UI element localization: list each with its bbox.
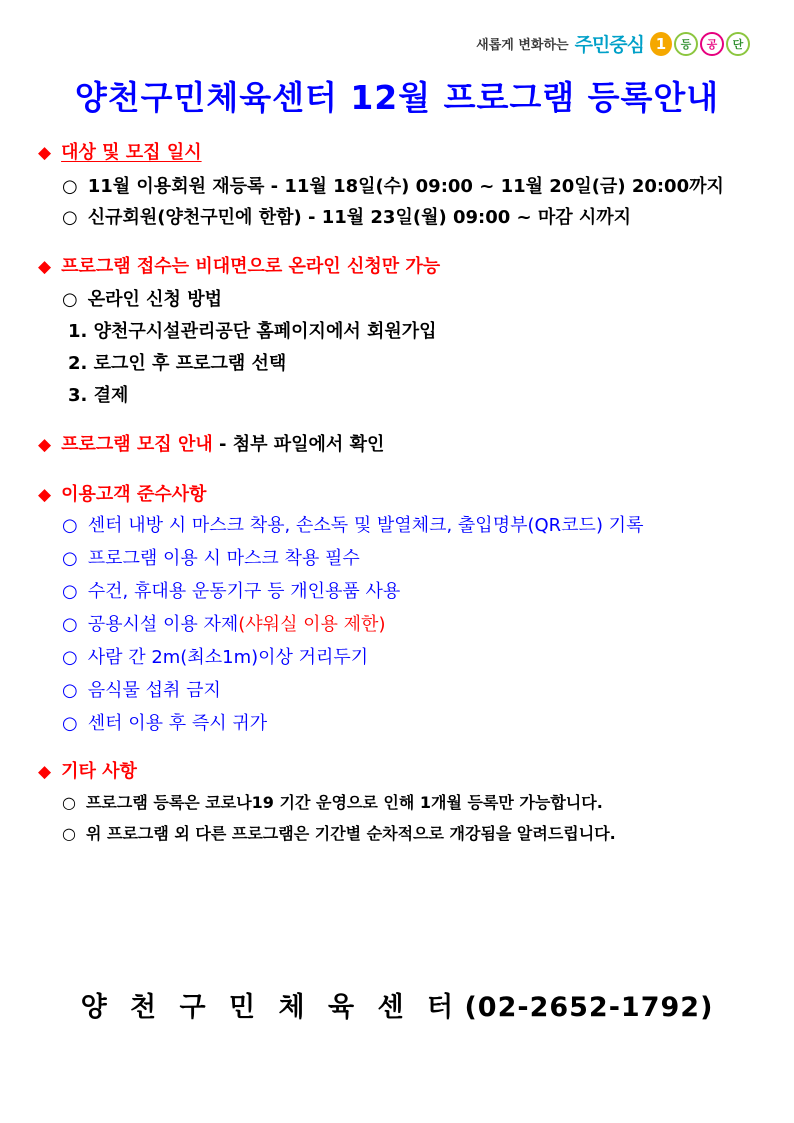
circle-bullet-icon: ○ bbox=[62, 207, 78, 228]
section-heading-etc: ◆ 기타 사항 bbox=[38, 761, 137, 782]
section-heading-rules: ◆ 이용고객 준수사항 bbox=[38, 484, 207, 505]
step-item: 1. 양천구시설관리공단 홈페이지에서 회원가입 bbox=[68, 321, 437, 342]
circle-bullet-icon: ○ bbox=[62, 289, 78, 310]
diamond-bullet-icon: ◆ bbox=[38, 435, 52, 455]
rule-item: ○ 음식물 섭취 금지 bbox=[62, 680, 221, 701]
circle-bullet-icon: ○ bbox=[62, 680, 78, 701]
badge-dan: 단 bbox=[726, 32, 750, 56]
section-heading-schedule bbox=[38, 138, 202, 164]
rule-item: ○ 사람 간 2m(최소1m)이상 거리두기 bbox=[62, 647, 369, 668]
footer-phone: (02-2652-1792) bbox=[464, 992, 714, 1023]
list-item: ○ 신규회원(양천구민에 한함) - 11월 23일(월) 09:00 ~ 마감 시까지 bbox=[62, 207, 632, 228]
rule-item: ○ 공용시설 이용 자제(샤워실 이용 제한) bbox=[62, 614, 386, 635]
circle-bullet-icon: ○ bbox=[62, 614, 78, 635]
badge-gong: 공 bbox=[700, 32, 724, 56]
diamond-bullet-icon: ◆ bbox=[38, 143, 52, 163]
slogan-tagline: 새롭게 변화하는 bbox=[476, 38, 569, 53]
slogan-logo bbox=[476, 30, 750, 57]
slogan-brand: 주민중심 bbox=[574, 34, 644, 56]
list-item: ○ 11월 이용회원 재등록 - 11월 18일(수) 09:00 ~ 11월 20일(금) 20:00까지 bbox=[62, 176, 724, 197]
etc-item: ○ 위 프로그램 외 다른 프로그램은 기간별 순차적으로 개강됨을 알려드립니다. bbox=[62, 824, 616, 843]
rule-item: ○ 프로그램 이용 시 마스크 착용 필수 bbox=[62, 548, 360, 569]
step-item: 3. 결제 bbox=[68, 385, 129, 406]
circle-bullet-icon: ○ bbox=[62, 515, 78, 536]
rule-item: ○ 수건, 휴대용 운동기구 등 개인용품 사용 bbox=[62, 581, 401, 602]
shower-restriction-note: (샤워실 이용 제한) bbox=[238, 614, 386, 635]
diamond-bullet-icon: ◆ bbox=[38, 257, 52, 277]
diamond-bullet-icon: ◆ bbox=[38, 485, 52, 505]
diamond-bullet-icon: ◆ bbox=[38, 762, 52, 782]
badge-deung: 등 bbox=[674, 32, 698, 56]
etc-item: ○ 프로그램 등록은 코로나19 기간 운영으로 인해 1개월 등록만 가능합니다. bbox=[62, 793, 603, 812]
section-heading-online: ◆ 프로그램 접수는 비대면으로 온라인 신청만 가능 bbox=[38, 256, 441, 277]
page-title: 양천구민체육센터 12월 프로그램 등록안내 bbox=[74, 78, 720, 117]
section-heading-schedule-label: 대상 및 모집 일시 bbox=[61, 142, 202, 163]
circle-bullet-icon: ○ bbox=[62, 647, 78, 668]
step-item: 2. 로그인 후 프로그램 선택 bbox=[68, 353, 287, 374]
list-item: ○ 온라인 신청 방법 bbox=[62, 289, 222, 310]
footer-center-name: 양 천 구 민 체 육 센 터 bbox=[80, 992, 455, 1023]
circle-bullet-icon: ○ bbox=[62, 713, 78, 734]
circle-bullet-icon: ○ bbox=[62, 824, 76, 843]
circle-bullet-icon: ○ bbox=[62, 581, 78, 602]
footer-contact bbox=[0, 985, 794, 1024]
section-heading-guide: ◆ 프로그램 모집 안내 - 첨부 파일에서 확인 bbox=[38, 434, 385, 455]
rule-item: ○ 센터 이용 후 즉시 귀가 bbox=[62, 713, 268, 734]
badge-number-one: 1 bbox=[650, 32, 672, 56]
circle-bullet-icon: ○ bbox=[62, 793, 76, 812]
slogan-badges bbox=[650, 32, 750, 56]
rule-item: ○ 센터 내방 시 마스크 착용, 손소독 및 발열체크, 출입명부(QR코드) 기록 bbox=[62, 515, 644, 536]
circle-bullet-icon: ○ bbox=[62, 176, 78, 197]
circle-bullet-icon: ○ bbox=[62, 548, 78, 569]
